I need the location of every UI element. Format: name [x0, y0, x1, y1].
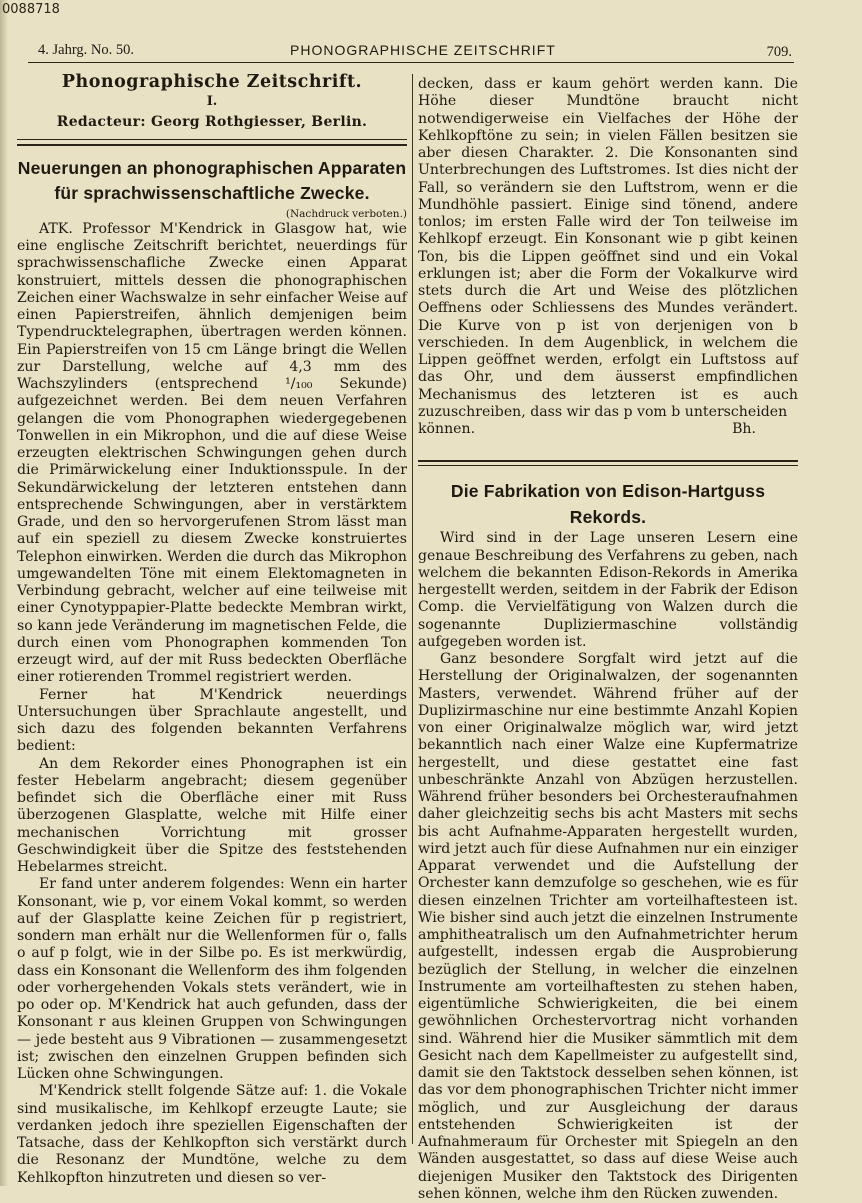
article-continuation: decken, dass er kaum gehört werden kann. Die Höhe dieser Mundtöne braucht nicht notwendigerweise ein Vielfaches der Höhe der Kehlkopftöne zu sein; in vielen Fällen besitzen sie aber diesen Charakter. 2. Die Konsonanten sind Unterbrechungen des Luftstromes. Ist dies nicht der Fall, so verändern sie den Luftstrom, wenn er die Mundhöhle passiert. Einige sind tönend, andere tonlos; im ersten Falle wird der Ton teilweise im Kehlkopf erzeugt. Ein Konsonant wie p gibt keinen Ton, bis die Lippen geöffnet sind und ein Vokal erklungen ist; aber die Form der Vokalkurve wird stets durch die Art und Weise des plötzlichen Oeffnens oder Schliessens des Mundes verändert. Die Kurve von p ist von derjenigen von b verschieden. In dem Augenblick, in welchem die Lippen geöffnet werden, erfolgt ein Luftstoss auf das Ohr, und dem äusserst empfindlichen Mechanismus des letzteren ist es auch zuzuschreiben, dass wir das p vom b unterscheiden	[418, 76, 798, 420]
article-title-edison: Die Fabrikation von Edison-Hartguss Rekords.	[450, 481, 766, 528]
closing-word: können.	[418, 421, 476, 437]
reprint-note: (Nachdruck verboten.)	[285, 207, 407, 220]
closing-line	[418, 421, 798, 438]
author-signature: Bh.	[732, 421, 756, 437]
masthead-volume: I.	[206, 94, 218, 110]
scan-id: 0088718	[2, 2, 60, 17]
article-separator-rule	[418, 460, 798, 466]
page-binding-shadow	[0, 0, 8, 1186]
article-title: Neuerungen an phonographischen Apparaten für sprachwissenschaftliche Zwecke.	[17, 157, 407, 203]
masthead	[17, 74, 407, 131]
article-paragraph: Ganz besondere Sorgfalt wird jetzt auf die Herstellung der Originalwalzen, der sogenannten Masters, verwendet. Während früher auf der Duplizirmaschine nur eine bestimmte Anzahl Kopien von einer Originalwalze möglich war, wird jetzt bekanntlich nach einer Walze eine Kupfermatrize hergestellt, und diese gestattet eine fast unbeschränkte Anzahl von Abzügen herzustellen. Während früher besonders bei Orchesteraufnahmen daher gleichzeitig sechs bis acht Masters mit sechs bis acht Aufnahme-Apparaten hergestellt wurden, wird jetzt auch für diese Aufnahmen nur ein einziger Apparat verwendet und die Aufstellung der Orchester kann demzufolge so geschehen, wie es für diesen einzelnen Trichter am vorteilhaftesteen ist. Wie bisher sind auch jetzt die einzelnen Instrumente amphitheatralisch um den Aufnahmetrichter herum aufgestellt, indessen ergab die Ausprobierung bezüglich der Stellung, in welcher die einzelnen Instrumente am vorteilhaftesten zu stehen haben, eigentümliche Schwierigkeiten, die bei einem gewöhnlichen Orchestervortrag nicht vorhanden sind. Während hier die Musiker sämmtlich mit dem Gesicht nach dem Kapellmeister zu aufgestellt sind, damit sie den Taktstock desselben sehen können, ist das vor dem phonographischen Trichter nicht immer möglich, und zur Ausgleichung der daraus entstehenden Schwierigkeiten ist der Aufnahmeraum für Orchester mit Spiegeln an den Wänden ausgestattet, so dass auf diese Weise auch diejenigen Musiker den Taktstock des Dirigenten sehen können, welche ihm den Rücken zuwenden.	[418, 651, 798, 1202]
masthead-title: Phonographische Zeitschrift.	[61, 72, 363, 92]
article-paragraph: Wird sind in der Lage unseren Lesern eine genaue Beschreibung des Verfahrens zu geben, nach welchem die bekannten Edison-Rekords in Amerika hergestellt werden, seitdem in der Fabrik der Edison Comp. die Vervielfätigung von Walzen durch die sogenannte Dupliziermaschine vollständig aufgegeben worden ist.	[418, 530, 798, 650]
page-number: 709.	[766, 44, 792, 60]
article-paragraph: ATK. Professor M'Kendrick in Glasgow hat, wie eine englische Zeitschrift berichtet, neuerdings für sprachwissenschafliche Zwecke einen Apparat konstruiert, mittels dessen die phonographischen Zeichen einer Wachswalze in sehr einfacher Weise auf einen Papierstreifen, ähnlich demjenigen beim Typendrucktelegraphen, übertragen werden können. Ein Papierstreifen von 15 cm Länge bringt die Wellen zur Darstellung, welche auf 4,3 mm des Wachszylinders (entsprechend ¹/₁₀₀ Sekunde) aufgezeichnet werden. Bei dem neuen Verfahren gelangen die vom Phonographen wiedergegebenen Tonwellen in ein Mikrophon, und die auf diese Weise erzeugten elektrischen Schwingungen gehen durch die Primärwickelung einer Induktionsspule. In der Sekundärwickelung der letzteren entstehen dann entsprechende Schwingungen, aber in verstärktem Grade, und den so hervorgerufenen Strom lässt man auf ein speziell zu diesem Zwecke konstruiertes Telephon einwirken. Werden die durch das Mikrophon umgewandelten Töne mit einem Elektomagneten in Verbindung gebracht, welcher auf eine teilweise mit einer Cynotyppapier-Platte bedeckte Membran wirkt, so kann jede Veränderung im magnetischen Felde, die durch einen vom Phonographen kommenden Ton erzeugt wird, auf der mit Russ bedeckten Oberfläche einer rotierenden Trommel registriert werden.	[17, 220, 407, 686]
header-rule	[28, 62, 794, 63]
column-rule	[412, 74, 413, 1144]
right-column	[418, 76, 798, 1203]
running-header	[28, 40, 794, 60]
article-paragraph: M'Kendrick stellt folgende Sätze auf: 1. die Vokale sind musikalische, im Kehlkopf erzeugte Laute; sie verdanken jedoch ihre speziellen Eigenschaften der Tatsache, dass der Kehlkopfton sich verstärkt durch die Resonanz der Mundtöne, welche zu dem Kehlkopfton hinzutreten und diesen so ver-	[17, 1083, 407, 1186]
article-paragraph: An dem Rekorder eines Phonographen ist ein fester Hebelarm angebracht; diesem gegenüber befindet sich die Oberfläche einer mit Russ überzogenen Glasplatte, welche mit Hilfe einer mechanischen Vorrichtung mit grosser Geschwindigkeit über die Spitze des feststehenden Hebelarmes streicht.	[17, 755, 407, 875]
masthead-editor: Redacteur: Georg Rothgiesser, Berlin.	[56, 113, 368, 130]
left-column	[17, 70, 407, 1187]
article-paragraph: Ferner hat M'Kendrick neuerdings Untersuchungen über Sprachlaute angestellt, und sich dazu des folgenden bekannten Verfahrens bedient:	[17, 686, 407, 755]
masthead-rule	[17, 139, 407, 146]
issue-number: 4. Jahrg. No. 50.	[38, 42, 134, 58]
journal-name: PHONOGRAPHISCHE ZEITSCHRIFT	[290, 42, 556, 58]
article-paragraph: Er fand unter anderem folgendes: Wenn ein harter Konsonant, wie p, vor einem Vokal kommt, so werden auf der Glasplatte keine Zeichen für p registriert, sondern man erhält nur die Wellenformen für o, falls o auf p folgt, wie in der Silbe po. Es ist merkwürdig, dass ein Konsonant die Wellenform des ihm folgenden oder vorhergehenden Vokals stets verändert, wie in po oder op. M'Kendrick hat auch gefunden, dass der Konsonant r aus kleinen Gruppen von Schwingungen — jede besteht aus 9 Vibrationen — zusammengesetzt ist; zwischen den einzelnen Gruppen befinden sich Lücken ohne Schwingungen.	[17, 876, 407, 1082]
